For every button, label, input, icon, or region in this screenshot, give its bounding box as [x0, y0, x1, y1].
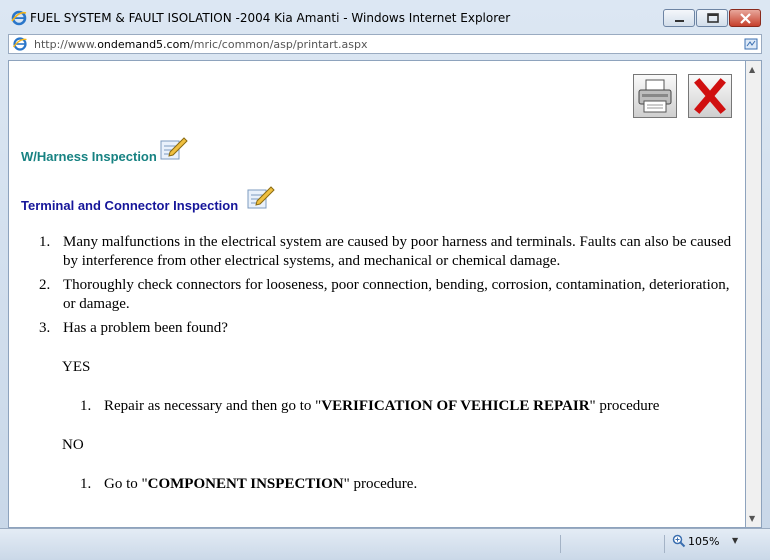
zoom-level[interactable]: 105% [688, 535, 720, 548]
maximize-icon [697, 10, 729, 28]
minimize-icon [664, 10, 696, 28]
scroll-down-icon[interactable]: ▼ [749, 514, 756, 523]
ie-logo-icon [11, 10, 27, 26]
edit-note-icon[interactable] [159, 135, 189, 161]
edit-note-icon[interactable] [246, 184, 276, 210]
yes-step-text: Repair as necessary and then go to "VERIFICATION OF VEHICLE REPAIR" procedure [104, 398, 660, 414]
status-divider [664, 535, 665, 553]
minimize-button[interactable] [663, 9, 695, 27]
section-heading: W/Harness Inspection [21, 149, 157, 164]
printer-icon [634, 75, 676, 117]
vertical-scrollbar[interactable] [745, 60, 762, 528]
print-button[interactable] [633, 74, 677, 118]
scroll-up-icon[interactable]: ▲ [749, 65, 756, 74]
address-bar[interactable] [8, 34, 762, 54]
list-item: 3. Has a problem been found? [39, 320, 228, 336]
compatibility-view-icon[interactable] [744, 37, 758, 51]
window-close-button[interactable] [729, 9, 761, 27]
subsection-heading: Terminal and Connector Inspection [21, 198, 239, 213]
ie-page-icon [12, 36, 28, 52]
list-item: 1. Many malfunctions in the electrical system are caused by poor harness and terminals. Faults can also be caused by interference from other electrical systems, and mechanical or chemical damage. [39, 234, 732, 269]
yes-step-number: 1. [80, 398, 92, 414]
page-content [8, 60, 745, 528]
inspection-steps [29, 233, 733, 343]
status-bar [0, 528, 770, 560]
yes-label: YES [62, 359, 91, 375]
status-divider [560, 535, 561, 553]
zoom-magnifier-icon[interactable] [672, 534, 686, 548]
no-step-text: Go to "COMPONENT INSPECTION" procedure. [104, 476, 418, 492]
url-text[interactable]: http://www.ondemand5.com/mric/common/asp/printart.aspx [34, 38, 368, 51]
no-step-number: 1. [80, 476, 92, 492]
no-label: NO [62, 437, 84, 453]
red-x-icon [689, 75, 731, 117]
close-icon [730, 10, 762, 28]
window-title: FUEL SYSTEM & FAULT ISOLATION -2004 Kia Amanti - Windows Internet Explorer [30, 11, 511, 25]
title-bar[interactable] [0, 0, 770, 34]
maximize-button[interactable] [696, 9, 728, 27]
chevron-down-icon[interactable]: ▼ [732, 536, 739, 545]
list-item: 2. Thoroughly check connectors for looseness, poor connection, bending, corrosion, contamination, deterioration, or damage. [39, 277, 730, 312]
close-page-button[interactable] [688, 74, 732, 118]
